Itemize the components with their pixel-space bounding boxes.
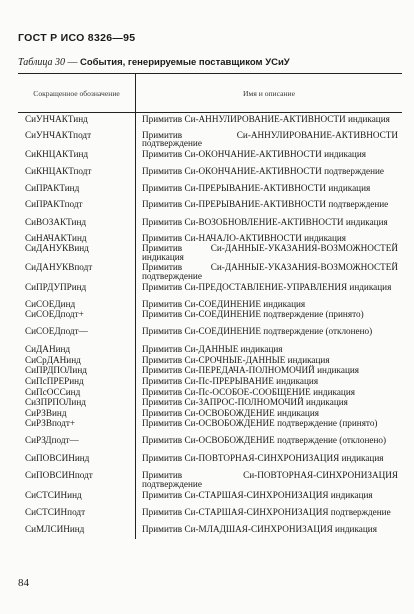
table-row [18, 396, 402, 407]
table-row [18, 417, 402, 434]
event-code: СиДАНинд [18, 343, 136, 354]
event-code: СиКНЦАКТинд [18, 148, 136, 165]
event-code: СиПОВСИНинд [18, 452, 136, 469]
table-row [18, 434, 402, 452]
table-row [18, 148, 402, 165]
page-number: 84 [18, 577, 29, 589]
table-label: Таблица 30 [18, 57, 65, 68]
table-row [18, 407, 402, 418]
event-code: СиНАЧАКТинд [18, 232, 136, 243]
event-description: Примитив Си-СРОЧНЫЕ-ДАННЫЕ индикация [142, 354, 330, 365]
table-row [18, 216, 402, 232]
event-description: Примитив Си-ПОВТОРНАЯ-СИНХРОНИЗАЦИЯ подтверждение [142, 470, 398, 489]
table-caption [18, 57, 290, 68]
event-code: СиРЗВинд [18, 407, 136, 418]
event-description: Примитив Си-МЛАДШАЯ-СИНХРОНИЗАЦИЯ индикация [142, 523, 377, 534]
event-description: Примитив Си-ОКОНЧАНИЕ-АКТИВНОСТИ подтверждение [142, 165, 384, 176]
table-row [18, 281, 402, 298]
event-code: СиВОЗАКТинд [18, 216, 136, 232]
table-row [18, 308, 402, 325]
event-description: Примитив Си-ПРЕДОСТАВЛЕНИЕ-УПРАВЛЕНИЯ индикация [142, 281, 392, 292]
table-row [18, 325, 402, 343]
event-description: Примитив Си-НАЧАЛО-АКТИВНОСТИ индикация [142, 232, 347, 243]
events-table [18, 73, 402, 539]
event-code: СиРЗВподт+ [18, 417, 136, 434]
table-row [18, 452, 402, 469]
table-row [18, 261, 402, 280]
table-row [18, 165, 402, 182]
event-code: СиДАНУКВподт [18, 261, 136, 280]
event-description: Примитив Си-ПЕРЕДАЧА-ПОЛНОМОЧИЙ индикация [142, 365, 359, 376]
table-row [18, 523, 402, 539]
event-description: Примитив Си-ВОЗОБНОВЛЕНИЕ-АКТИВНОСТИ индикация [142, 216, 388, 227]
table-row [18, 298, 402, 309]
event-code: СиПОВСИНподт [18, 469, 136, 488]
col-header-name-description: Имя и описание [136, 74, 403, 113]
event-description: Примитив Си-ОСВОБОЖДЕНИЕ индикация [142, 407, 319, 418]
table-row [18, 242, 402, 261]
event-description: Примитив Си-ПРЕРЫВАНИЕ-АКТИВНОСТИ подтверждение [142, 198, 389, 209]
event-description: Примитив Си-СОЕДИНЕНИЕ подтверждение (отклонено) [142, 326, 373, 337]
table-row [18, 198, 402, 216]
event-description: Примитив Си-СОЕДИНЕНИЕ подтверждение (принято) [142, 309, 364, 320]
event-code: СиРЗДподт— [18, 434, 136, 452]
page-header: ГОСТ Р ИСО 8326—95 [18, 32, 136, 44]
event-code: СиСОЕДподт— [18, 325, 136, 343]
event-code: СиСОЕДинд [18, 298, 136, 309]
event-code: СиПРАКТинд [18, 182, 136, 198]
event-description: Примитив Си-ОКОНЧАНИЕ-АКТИВНОСТИ индикация [142, 148, 366, 159]
event-code: СиДАНУКВинд [18, 242, 136, 261]
event-code: СиУНЧАКТподт [18, 129, 136, 148]
table-row [18, 506, 402, 523]
event-code: СиПРАКТподт [18, 198, 136, 216]
table-title: События, генерируемые поставщиком УСиУ [79, 57, 290, 68]
table-row [18, 354, 402, 365]
event-description: Примитив Си-АННУЛИРОВАНИЕ-АКТИВНОСТИ индикация [142, 114, 390, 124]
caption-dash: — [67, 57, 78, 68]
event-description: Примитив Си-ДАННЫЕ-УКАЗАНИЯ-ВОЗМОЖНОСТЕЙ подтверждение [142, 262, 398, 282]
event-code: СиСТСИНподт [18, 506, 136, 523]
event-code: СиЗПРПОЛинд [18, 396, 136, 407]
event-code: СиУНЧАКТинд [18, 113, 136, 129]
table-row [18, 364, 402, 375]
table-row [18, 129, 402, 148]
event-code: СиПсПРЕРинд [18, 375, 136, 386]
event-description: Примитив Си-ДАННЫЕ-УКАЗАНИЯ-ВОЗМОЖНОСТЕЙ индикация [142, 243, 398, 262]
event-description: Примитив Си-ЗАПРОС-ПОЛНОМОЧИЙ индикация [142, 397, 348, 408]
event-code: СиПРДУПРинд [18, 281, 136, 298]
table-row [18, 113, 402, 129]
table-row [18, 469, 402, 488]
table-row [18, 232, 402, 243]
event-code: СиСОЕДподт+ [18, 308, 136, 325]
table-row [18, 182, 402, 198]
table-row [18, 375, 402, 386]
table-row [18, 343, 402, 354]
event-description: Примитив Си-ОСВОБОЖДЕНИЕ подтверждение (принято) [142, 418, 378, 429]
event-code: СиКНЦАКТподт [18, 165, 136, 182]
event-description: Примитив Си-СТАРШАЯ-СИНХРОНИЗАЦИЯ подтверждение [142, 506, 391, 517]
event-code: СиСрДАНинд [18, 354, 136, 365]
event-description: Примитив Си-СТАРШАЯ-СИНХРОНИЗАЦИЯ индикация [142, 489, 373, 500]
event-description: Примитив Си-Пс-ОСОБОЕ-СООБЩЕНИЕ индикация [142, 386, 355, 397]
table-row [18, 386, 402, 397]
event-description: Примитив Си-Пс-ПРЕРЫВАНИЕ индикация [142, 376, 319, 387]
table-row [18, 489, 402, 506]
table-body [18, 113, 402, 539]
event-description: Примитив Си-СОЕДИНЕНИЕ индикация [142, 298, 306, 309]
event-code: СиПРДПОЛинд [18, 364, 136, 375]
event-description: Примитив Си-ОСВОБОЖДЕНИЕ подтверждение (отклонено) [142, 435, 387, 446]
event-code: СиПсОССинд [18, 386, 136, 397]
col-header-abbreviation: Сокращенное обозначение [18, 74, 136, 113]
event-code: СиСТСИНинд [18, 489, 136, 506]
event-description: Примитив Си-АННУЛИРОВАНИЕ-АКТИВНОСТИ подтверждение [142, 129, 398, 149]
event-code: СиМЛСИНинд [18, 523, 136, 539]
event-description: Примитив Си-ПОВТОРНАЯ-СИНХРОНИЗАЦИЯ индикация [142, 453, 384, 464]
event-description: Примитив Си-ПРЕРЫВАНИЕ-АКТИВНОСТИ индикация [142, 182, 371, 193]
event-description: Примитив Си-ДАННЫЕ индикация [142, 344, 283, 355]
